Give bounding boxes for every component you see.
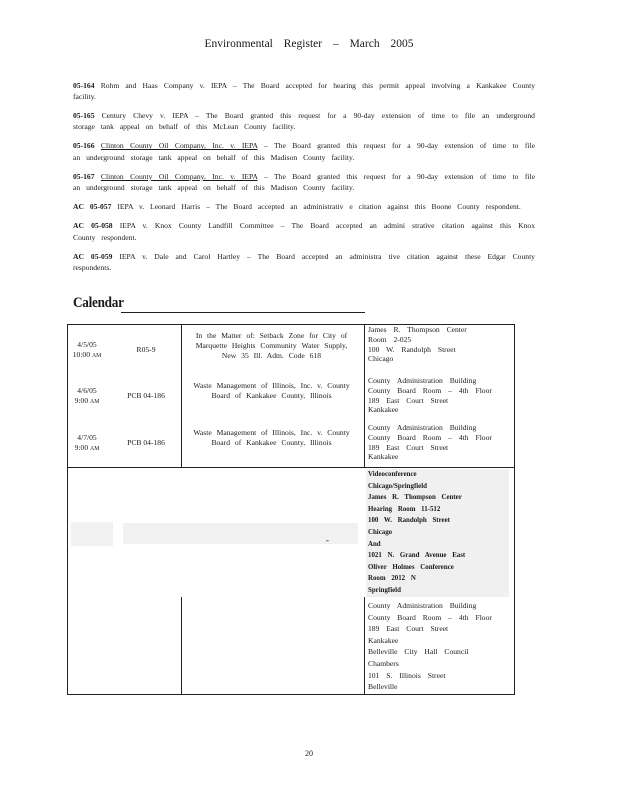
case-number: 05-165 [73, 111, 95, 120]
column-divider [364, 325, 365, 467]
videoconference-location: Videoconference Chicago/Springfield James R. Thompson Center Hearing Room 11-512 100 W. Randolph Street Chicago And 1021 N. Grand Avenue East Oliver Holmes Conference Room 2012 N Springfield [366, 469, 509, 597]
list-item [73, 251, 535, 274]
column-divider [364, 597, 365, 694]
hearing-location: County Administration Building County Board Room – 4th Floor 189 East Court Street Kankakee [368, 423, 492, 462]
time-value: 9:00 AM [74, 442, 100, 452]
case-matter: Waste Management of Illinois, Inc. v. County Board of Kankakee County, Illinois [193, 381, 350, 400]
entry-text: IEPA v. Dale and Carol Hartley – The Board accepted an administra tive citation against these Edgar County respondents. [73, 251, 535, 273]
case-number: AC 05-057 [73, 202, 112, 212]
calendar-date [68, 340, 106, 362]
page-number: 20 [305, 749, 313, 758]
date-value: 4/6/05 [77, 386, 97, 395]
case-party-link[interactable]: Clinton County Oil Company, Inc. v. IEPA [100, 171, 258, 181]
dash-mark: - [326, 535, 329, 545]
time-value: 10:00 AM [72, 349, 102, 359]
placeholder-cell [71, 522, 113, 546]
column-divider [181, 325, 182, 467]
hearing-location: James R. Thompson Center Room 2-025 100 W. Randolph Street Chicago [368, 325, 467, 364]
calendar-date [68, 433, 106, 455]
time-value: 9:00 AM [74, 395, 100, 405]
case-number: AC 05-058 [73, 221, 113, 231]
case-number: PCB 04-186 [127, 391, 165, 400]
case-matter: Waste Management of Illinois, Inc. v. County Board of Kankakee County, Illinois [193, 428, 350, 447]
list-item [73, 171, 535, 194]
calendar-date [68, 386, 106, 408]
list-item [73, 110, 535, 133]
column-divider [181, 597, 182, 694]
case-number: R05-9 [136, 345, 156, 354]
date-value: 4/7/05 [77, 433, 97, 442]
entry-text: Century Chevy v. IEPA – The Board granted this request for a 90-day extension of time to file an underground storage tank appeal on behalf of this McLean County facility. [73, 111, 535, 132]
entry-text: IEPA v. Knox County Landfill Committee – The Board accepted an admini strative citation against this Knox County respondent. [73, 221, 535, 242]
hearing-location: County Administration Building County Board Room – 4th Floor 189 East Court Street Kankakee Belleville City Hall Council Chambers 101 S. Illinois Street Belleville [368, 601, 492, 692]
list-item [73, 220, 535, 243]
row-divider [68, 467, 514, 468]
case-number: 05-164 [73, 80, 95, 90]
case-number: 05-166 [73, 141, 95, 151]
case-number: PCB 04-186 [127, 438, 165, 447]
case-number: 05-167 [73, 171, 95, 181]
date-value: 4/5/05 [77, 340, 97, 349]
calendar-heading: Calendar [73, 295, 124, 311]
entry-text: IEPA v. Leonard Harris – The Board accepted an administrativ e citation against this Boone County respondent. [117, 202, 521, 212]
case-number: AC 05-059 [73, 251, 113, 261]
list-item [73, 80, 535, 103]
list-item [73, 140, 535, 163]
board-actions-list [73, 72, 535, 281]
entry-text: – The Board granted this request for a 90-day extension of time to file an underground storage tank appeal on behalf of this Madison County facility. [73, 141, 535, 162]
page-header: Environmental Register – March 2005 [204, 38, 414, 50]
heading-rule [121, 312, 365, 313]
case-party-link[interactable]: Clinton County Oil Company, Inc. v. IEPA [100, 141, 258, 151]
calendar-table [67, 324, 515, 695]
entry-text: Rohm and Haas Company v. IEPA – The Board accepted for hearing this permit appeal involving a Kankakee County facility. [73, 80, 535, 101]
case-matter: In the Matter of: Setback Zone for City of Marquette Heights Community Water Supply, New 35 Ill. Adm. Code 618 [195, 331, 348, 360]
placeholder-cell [123, 523, 358, 544]
entry-text: – The Board granted this request for a 90-day extension of time to file an underground storage tank appeal on behalf of this Madison County facility. [73, 171, 535, 193]
list-item [73, 201, 535, 212]
hearing-location: County Administration Building County Board Room – 4th Floor 189 East Court Street Kankakee [368, 376, 492, 415]
